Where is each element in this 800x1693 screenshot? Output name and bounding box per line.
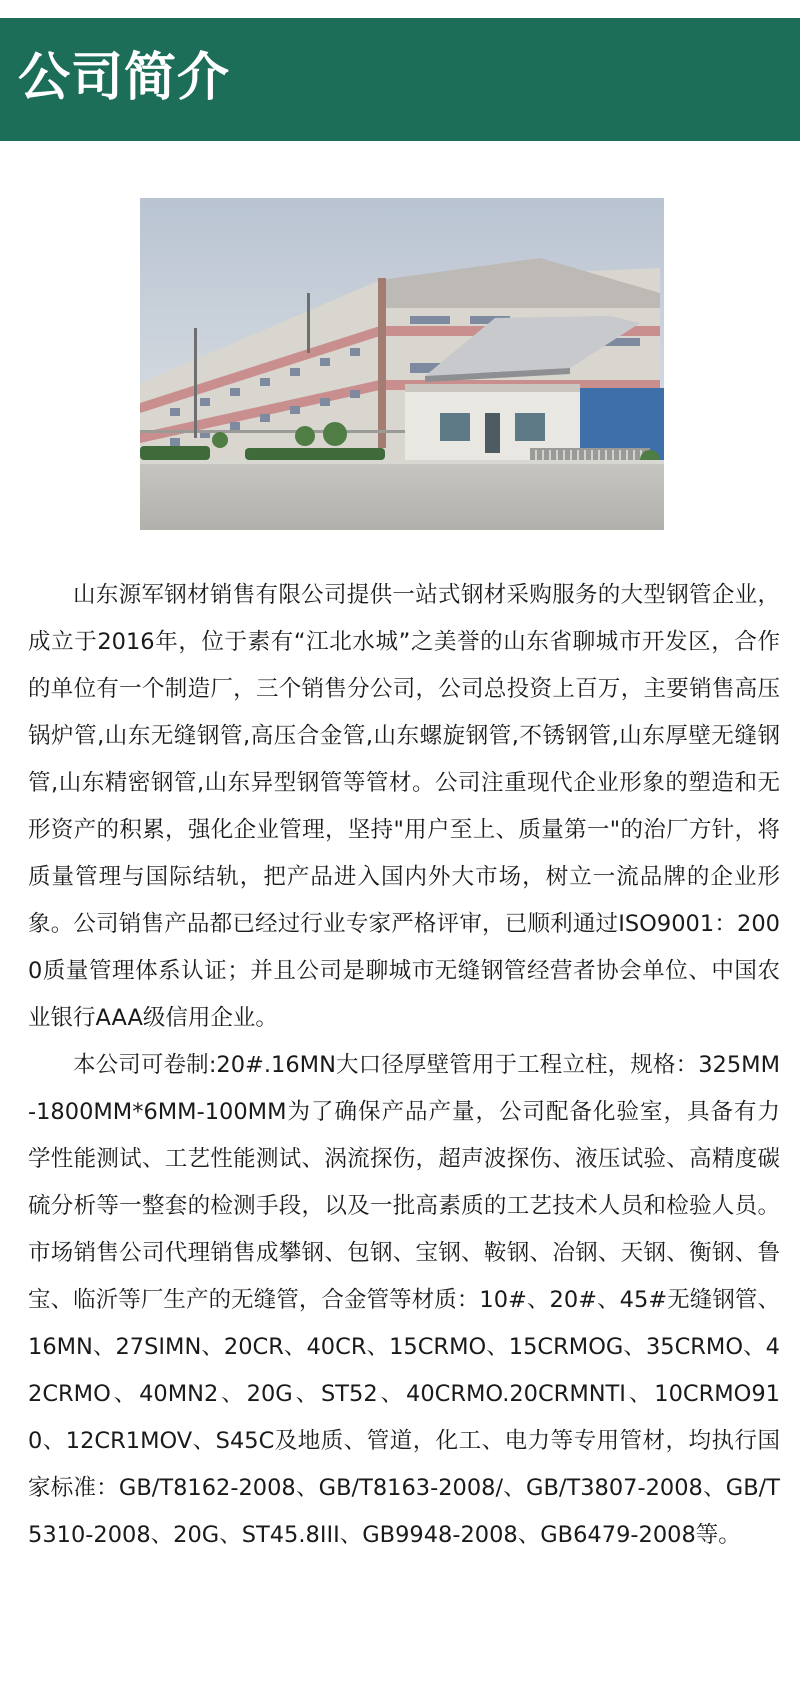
page-title: 公司简介 bbox=[18, 47, 231, 108]
company-description bbox=[28, 572, 780, 1559]
capability-paragraph: 本公司可卷制:20#.16MN大口径厚壁管用于工程立柱，规格：325MM-1800MM*6MM-100MM为了确保产品产量，公司配备化验室，具备有力学性能测试、工艺性能测试、涡流探伤，超声波探伤、液压试验、高精度碳硫分析等一整套的检测手段，以及一批高素质的工艺技术人员和检验人员。市场销售公司代理销售成攀钢、包钢、宝钢、鞍钢、冶钢、天钢、衡钢、鲁宝、临沂等厂生产的无缝管，合金管等材质：10#、20#、45#无缝钢管、16MN、27SIMN、20CR、40CR、15CRMO、15CRMOG、35CRMO、42CRMO、40MN2、20G、ST52、40CRMO.20CRMNTI、10CRMO910、12CR1MOV、S45C及地质、管道，化工、电力等专用管材，均执行国家标准：GB/T8162-2008、GB/T8163-2008/、GB/T3807-2008、GB/T5310-2008、20G、ST45.8III、GB9948-2008、GB6479-2008等。 bbox=[28, 1052, 780, 1548]
header-band bbox=[0, 18, 800, 141]
intro-paragraph: 山东源军钢材销售有限公司提供一站式钢材采购服务的大型钢管企业，成立于2016年，位于素有“江北水城”之美誉的山东省聊城市开发区，合作的单位有一个制造厂，三个销售分公司，公司总投资上百万，主要销售高压锅炉管,山东无缝钢管,高压合金管,山东螺旋钢管,不锈钢管,山东厚壁无缝钢管,山东精密钢管,山东异型钢管等管材。公司注重现代企业形象的塑造和无形资产的积累，强化企业管理，坚持"用户至上、质量第一"的治厂方针，将质量管理与国际结轨，把产品进入国内外大市场，树立一流品牌的企业形象。公司销售产品都已经过行业专家严格评审，已顺利通过ISO9001：2000质量管理体系认证；并且公司是聊城市无缝钢管经营者协会单位、中国农业银行AAA级信用企业。 bbox=[28, 582, 780, 1031]
factory-photo bbox=[140, 198, 664, 530]
